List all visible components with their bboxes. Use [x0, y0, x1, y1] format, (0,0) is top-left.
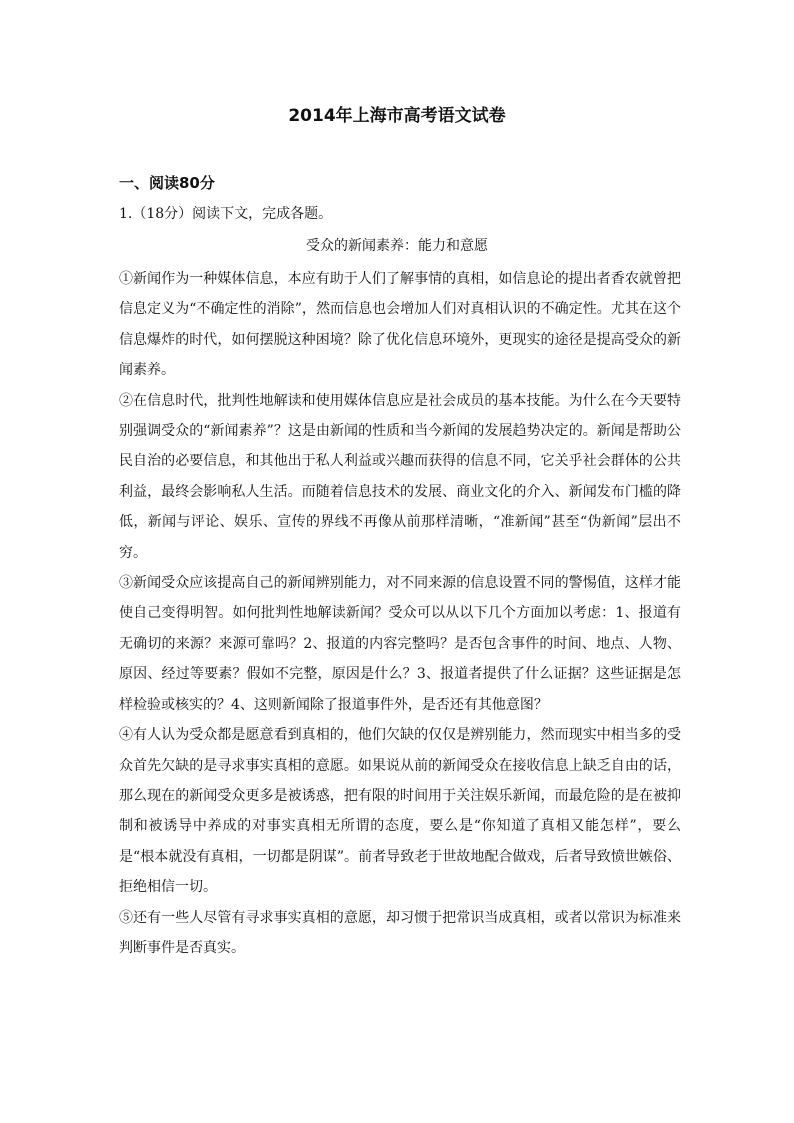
paragraph-4: ④有人认为受众都是愿意看到真相的，他们欠缺的仅仅是辨别能力，然而现实中相当多的受众首先欠缺的是寻求事实真相的意愿。如果说从前的新闻受众在接收信息上缺乏自由的话，那么现在的新闻受众更多是被诱惑，把有限的时间用于关注娱乐新闻，而最危险的是在被抑制和被诱导中养成的对事实真相无所谓的态度，要么是“你知道了真相又能怎样”，要么是“根本就没有真相，一切都是阴谋”。前者导致老于世故地配合做戏，后者导致愤世嫉俗、拒绝相信一切。 [119, 727, 681, 896]
document-title: 2014年上海市高考语文试卷 [288, 106, 506, 126]
article-body [119, 264, 681, 963]
paragraph-3: ③新闻受众应该提高自己的新闻辨别能力，对不同来源的信息设置不同的警惕值，这样才能使自己变得明智。如何批判性地解读新闻？受众可以从以下几个方面加以考虑：1、报道有无确切的来源？来源可靠吗？2、报道的内容完整吗？是否包含事件的时间、地点、人物、原因、经过等要素？假如不完整，原因是什么？3、报道者提供了什么证据？这些证据是怎样检验或核实的？4、这则新闻除了报道事件外，是否还有其他意图？ [119, 575, 681, 713]
question-stem: 1.（18分）阅读下文，完成各题。 [119, 206, 333, 222]
paragraph-1: ①新闻作为一种媒体信息，本应有助于人们了解事情的真相，如信息论的提出者香农就曾把信息定义为“不确定性的消除”，然而信息也会增加人们对真相认识的不确定性。尤其在这个信息爆炸的时代，如何摆脱这种困境？除了优化信息环境外，更现实的途径是提高受众的新闻素养。 [119, 271, 681, 379]
paragraph-2: ②在信息时代，批判性地解读和使用媒体信息应是社会成员的基本技能。为什么在今天要特别强调受众的“新闻素养”？这是由新闻的性质和当今新闻的发展趋势决定的。新闻是帮助公民自治的必要信息，和其他出于私人利益或兴趣而获得的信息不同，它关乎社会群体的公共利益，最终会影响私人生活。而随着信息技术的发展、商业文化的介入、新闻发布门槛的降低，新闻与评论、娱乐、宣传的界线不再像从前那样清晰，“准新闻”甚至“伪新闻”层出不穷。 [119, 392, 681, 561]
article-title: 受众的新闻素养：能力和意愿 [306, 238, 488, 254]
section-heading: 一、阅读80分 [119, 174, 215, 192]
paragraph-5: ⑤还有一些人尽管有寻求事实真相的意愿，却习惯于把常识当成真相，或者以常识为标准来判断事件是否真实。 [119, 909, 681, 956]
